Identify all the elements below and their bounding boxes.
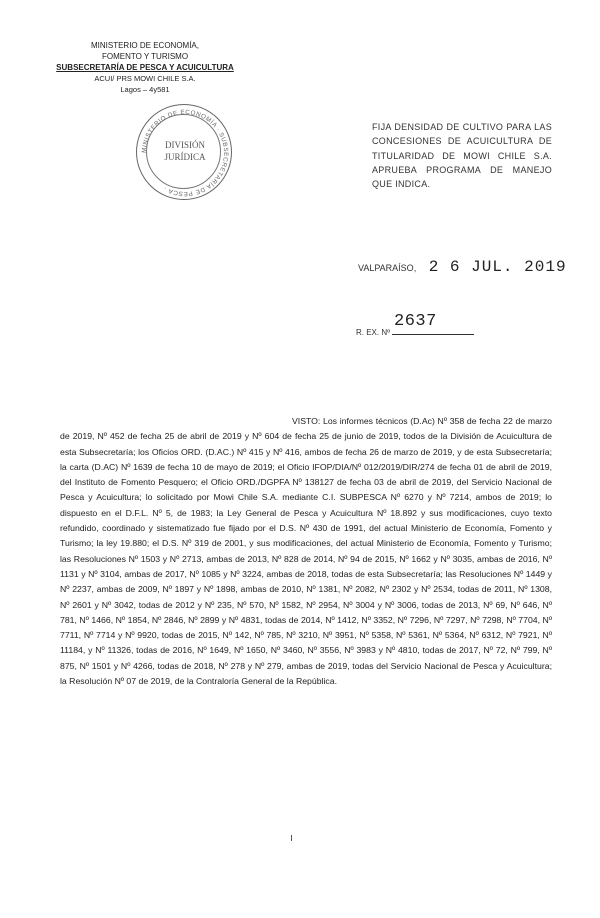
region-reference: Lagos – 4y581 bbox=[120, 85, 170, 94]
resolution-number-line bbox=[356, 312, 474, 337]
visto-text: VISTO: Los informes técnicos (D.Ac) Nº 358 de fecha 22 de marzo de 2019, Nº 452 de fecha 25 de abril de 2019 y Nº 604 de fecha 25 de junio de 2019, todos de la División de Acuicultura de esta Subsecretaría; los Oficios ORD. (D.AC.) Nº 415 y Nº 416, ambos de fecha 26 de marzo de 2019, y de esta Subsecretaría; la carta (D.AC) Nº 1639 de fecha 10 de mayo de 2019; el Oficio IFOP/DIA/Nº 012/2019/DIR/274 de fecha 01 de abril de 2019, del Instituto de Fomento Pesquero; el Oficio ORD./DGPFA Nº 138127 de fecha 03 de abril de 2019, del Servicio Nacional de Pesca y Acuicultura; lo solicitado por Mowi Chile S.A. mediante C.I. SUBPESCA Nº 6270 y Nº 7214, ambos de 2019; lo dispuesto en el D.F.L. Nº 5, de 1983; la Ley General de Pesca y Acuicultura Nº 18.892 y sus modificaciones, cuyo texto refundido, coordinado y sistematizado fue fijado por el D.S. Nº 430 de 1991, del actual Ministerio de Economía, Fomento y Turismo; la ley 19.880; el D.S. Nº 319 de 2001, y sus modificaciones, del actual Ministerio de Economía, Fomento y Turismo; las Resoluciones Nº 1503 y Nº 2713, ambas de 2013, Nº 828 de 2014, Nº 94 de 2015, Nº 1662 y Nº 3035, ambas de 2016, Nº 1131 y Nº 3104, ambas de 2017, Nº 1085 y Nº 3224, ambas de 2018, todas de esta Subsecretaría; las Resoluciones Nº 1449 y Nº 2237, ambas de 2009, Nº 1897 y Nº 1898, ambas de 2010, Nº 1381, Nº 2082, Nº 2302 y Nº 2534, todas de 2011, Nº 1308, Nº 2601 y Nº 3042, todas de 2012 y Nº 235, Nº 570, Nº 1582, Nº 2954, Nº 3004 y Nº 3006, todas de 2013, Nº 69, Nº 646, Nº 781, Nº 1466, Nº 1854, Nº 2846, Nº 2899 y Nº 4831, todas de 2014, Nº 1412, Nº 3352, Nº 7296, Nº 7297, Nº 7298, Nº 7704, Nº 7711, Nº 7714 y Nº 9920, todas de 2015, Nº 142, Nº 785, Nº 3210, Nº 3951, Nº 5358, Nº 5361, Nº 5364, Nº 6312, Nº 7921, Nº 11184, y Nº 11326, todas de 2016, Nº 1649, Nº 1650, Nº 3460, Nº 3556, Nº 3983 y Nº 4810, todas de 2017, Nº 72, Nº 799, Nº 875, Nº 1501 y Nº 4266, todas de 2018, Nº 278 y Nº 279, ambas de 2019, todas del Servicio Nacional de Pesca y Acuicultura; la Resolución Nº 07 de 2019, de la Contraloría General de la República. bbox=[60, 416, 552, 687]
ministry-subtitle: FOMENTO Y TURISMO bbox=[101, 52, 189, 61]
place-label: VALPARAÍSO, bbox=[358, 263, 417, 273]
rex-number: 2637 bbox=[394, 312, 437, 331]
place-date bbox=[358, 258, 567, 276]
rex-label: R. EX. Nº bbox=[356, 328, 391, 337]
stamp-center-line1: DIVISIÓN bbox=[165, 140, 205, 150]
page-mark bbox=[291, 835, 292, 841]
stamp-ring-label: MINISTERIO DE ECONOMÍA · SUBSECRETARÍA DE PESCA · bbox=[140, 108, 230, 198]
ministry-name: MINISTERIO DE ECONOMÍA, bbox=[90, 41, 199, 50]
subsecretariat-name: SUBSECRETARÍA DE PESCA Y ACUICULTURA bbox=[56, 63, 234, 72]
date-stamp: 2 6 JUL. 2019 bbox=[428, 258, 567, 276]
juridica-stamp bbox=[136, 104, 232, 200]
letterhead bbox=[40, 40, 250, 95]
stamp-center-line2: JURÍDICA bbox=[164, 152, 206, 162]
resolution-summary: FIJA DENSIDAD DE CULTIVO PARA LAS CONCESIONES DE ACUICULTURA DE TITULARIDAD DE MOWI CHILE S.A. APRUEBA PROGRAMA DE MANEJO QUE INDICA. bbox=[372, 122, 552, 190]
stamp-center bbox=[137, 139, 233, 163]
file-reference: ACUI/ PRS MOWI CHILE S.A. bbox=[94, 74, 196, 83]
visto-paragraph bbox=[60, 414, 552, 689]
